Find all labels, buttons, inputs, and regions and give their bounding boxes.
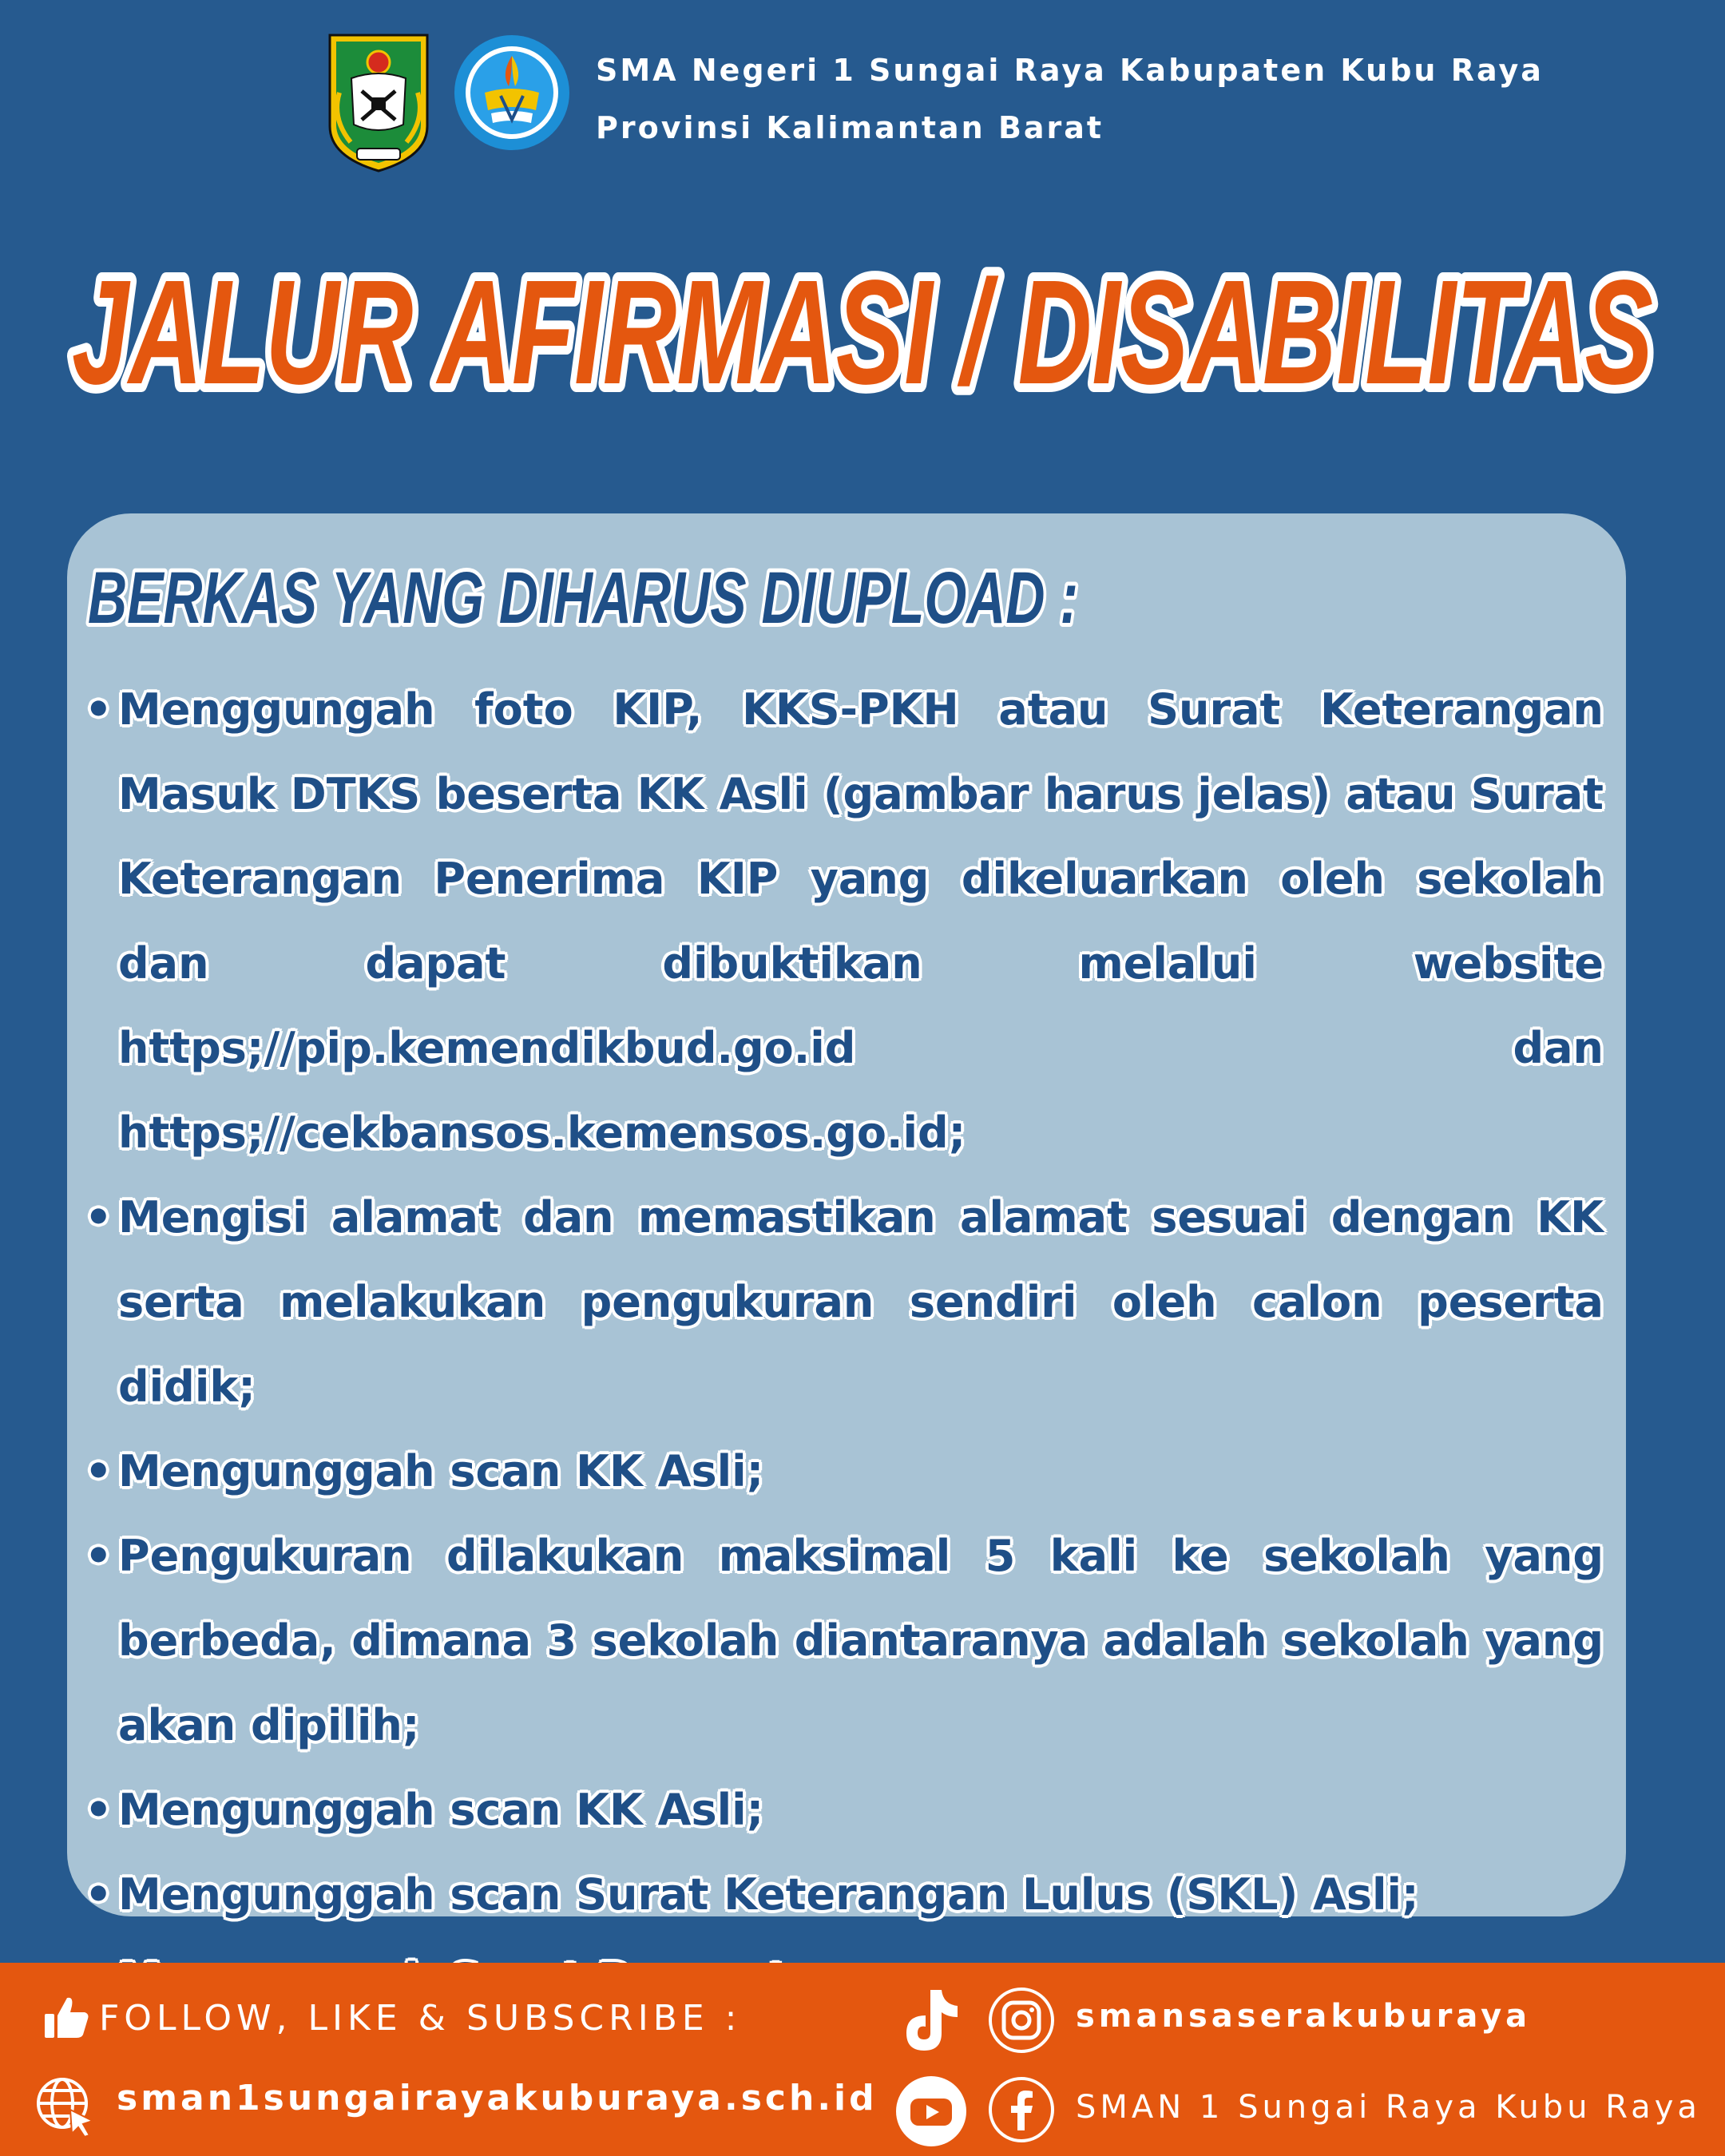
bullet: •	[85, 1785, 113, 1835]
card-heading	[80, 543, 1118, 655]
list-item-text: Pengukuran dilakukan maksimal 5 kali ke sekolah yang berbeda, dimana 3 sekolah diantaranya adalah sekolah yang akan dipilih;	[118, 1531, 1604, 1750]
school-name: SMA Negeri 1 Sungai Raya Kabupaten Kubu Raya	[596, 53, 1544, 88]
tut-wuri-handayani-logo	[453, 34, 571, 152]
instagram-handle[interactable]: smansaserakuburaya	[1076, 1998, 1532, 2035]
card-heading-text: BERKAS YANG DIHARUS DIUPLOAD :	[88, 557, 1078, 639]
globe-cursor-icon	[34, 2075, 97, 2138]
follow-label: FOLLOW, LIKE & SUBSCRIBE :	[99, 1998, 742, 2039]
list-item	[85, 1768, 1604, 1853]
bullet: •	[85, 1531, 113, 1581]
list-item	[85, 668, 1604, 1175]
kalimantan-barat-emblem	[323, 30, 434, 174]
facebook-page[interactable]: SMAN 1 Sungai Raya Kubu Raya	[1076, 2089, 1701, 2126]
requirements-list	[85, 668, 1604, 2022]
thumbs-up-icon	[43, 1993, 91, 2041]
list-item-text: Mengisi alamat dan memastikan alamat sesuai dengan KK serta melakukan pengukuran sendiri oleh calon peserta didik;	[118, 1192, 1604, 1412]
tiktok-icon[interactable]	[898, 1987, 962, 2054]
list-item-text: Mengunggah scan KK Asli;	[118, 1785, 764, 1835]
bullet: •	[85, 1869, 113, 1920]
website-link[interactable]: sman1sungairayakuburaya.sch.id	[117, 2078, 878, 2118]
header	[0, 0, 1725, 240]
bullet: •	[85, 684, 113, 735]
instagram-icon[interactable]	[988, 1987, 1055, 2054]
list-item	[85, 1175, 1604, 1429]
list-item-text: Menggungah foto KIP, KKS-PKH atau Surat Keterangan Masuk DTKS beserta KK Asli (gambar harus jelas) atau Surat Keterangan Penerima KIP yang dikeluarkan oleh sekolah dan dapat dibuktikan melalui website https;//pip.kemendikbud.go.id dan https;//cekbansos.kemensos.go.id;	[118, 684, 1604, 1158]
bullet: •	[85, 1192, 113, 1242]
school-province: Provinsi Kalimantan Barat	[596, 110, 1104, 145]
list-item	[85, 1514, 1604, 1768]
page-title-text: JALUR AFIRMASI / DISABILITAS	[72, 250, 1653, 415]
bullet: •	[85, 1446, 113, 1496]
list-item	[85, 1429, 1604, 1514]
facebook-icon[interactable]	[988, 2076, 1055, 2143]
youtube-icon[interactable]	[894, 2075, 968, 2148]
list-item-text: Mengunggah scan Surat Keterangan Lulus (SKL) Asli;	[118, 1869, 1419, 1920]
list-item-text: Mengunggah scan KK Asli;	[118, 1446, 764, 1496]
list-item	[85, 1853, 1604, 1937]
page-title	[0, 240, 1725, 423]
footer	[0, 1963, 1725, 2156]
